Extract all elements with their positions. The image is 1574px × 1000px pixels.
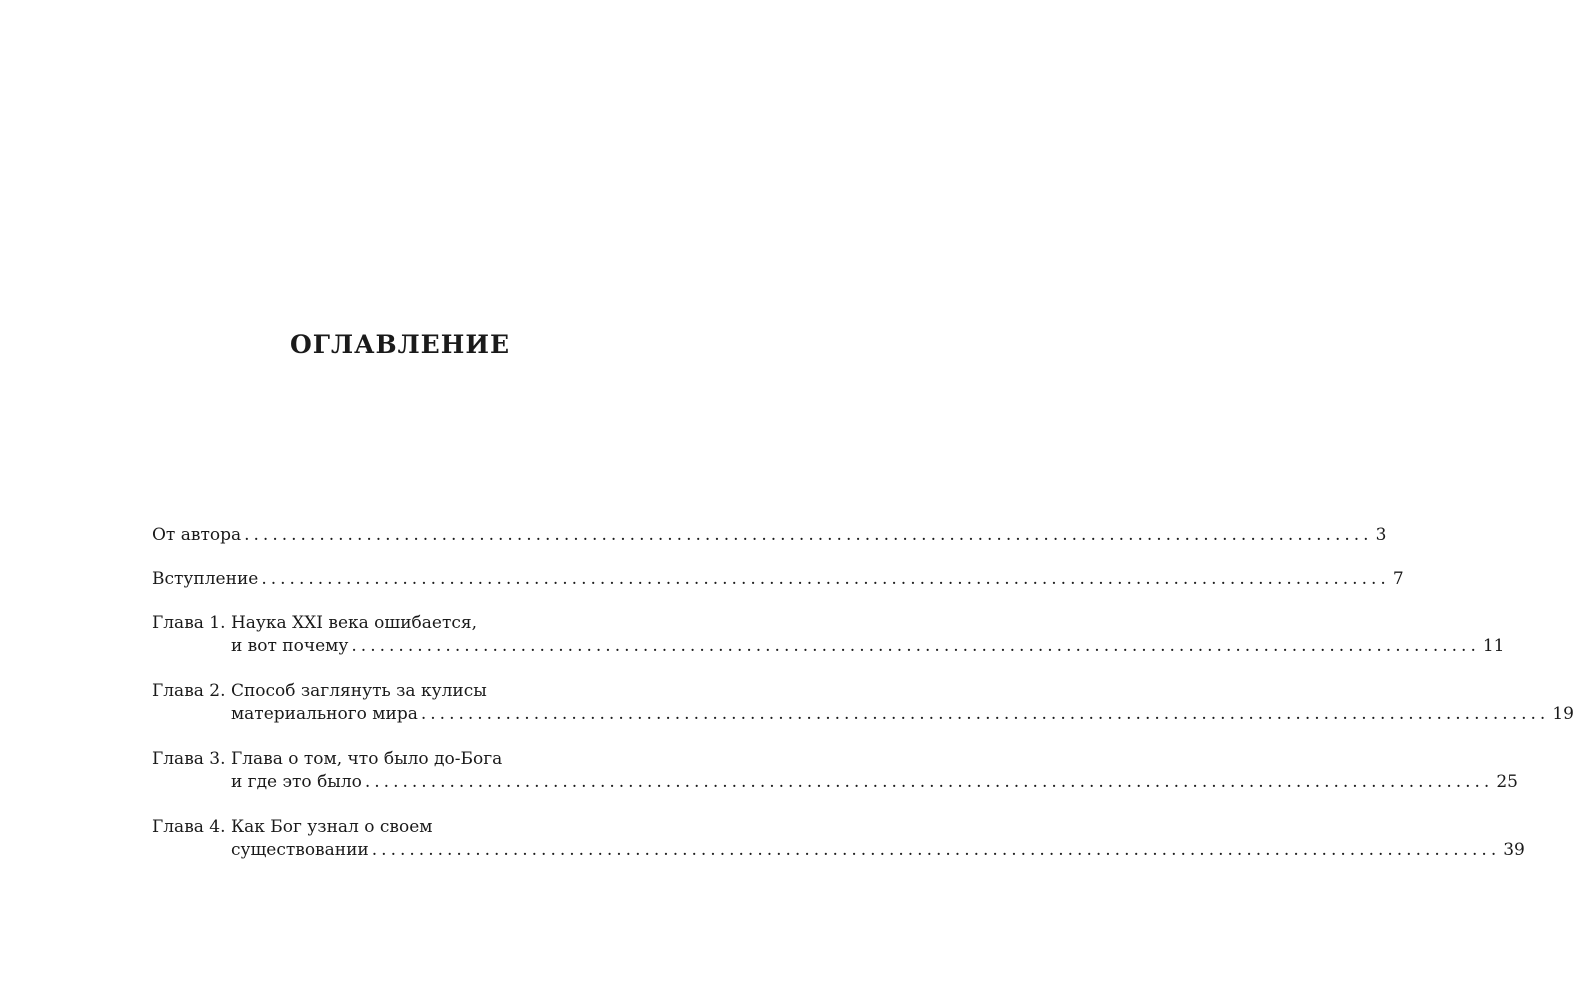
toc-entry-title: и вот почему — [230, 636, 349, 656]
toc-entry-title-line: Наука XXI века ошибается, — [230, 613, 478, 633]
leader-dots: ........................................................................................................................ — [261, 569, 1390, 589]
toc-entry-title: и где это было — [230, 772, 362, 792]
toc-entry-page: 3 — [1375, 525, 1387, 545]
leader-dots: ........................................................................................................................ — [244, 525, 1373, 545]
toc-entry-title-line: Глава о том, что было до-Бога — [230, 749, 503, 769]
toc-entry-label: Глава 1. — [152, 613, 231, 633]
page-title: ОГЛАВЛЕНИЕ — [289, 330, 511, 359]
toc-entry-page: 11 — [1482, 636, 1505, 656]
toc-entry-chapter-4 — [152, 816, 1525, 862]
toc-entry-page: 25 — [1496, 772, 1518, 792]
toc-entry-title: существовании — [230, 840, 369, 860]
toc-entry-title: материального мира — [230, 704, 418, 724]
leader-dots: ........................................................................................................................ — [364, 772, 1494, 792]
toc-entry-label: Глава 2. — [152, 681, 231, 701]
toc-entry-title: От автора — [152, 525, 242, 545]
toc-entry-from-author — [152, 524, 1387, 547]
toc-entry-introduction — [152, 568, 1404, 591]
toc-entry-page: 7 — [1392, 569, 1404, 589]
toc-entry-title-line: Как Бог узнал о своем — [230, 817, 433, 837]
toc-entry-chapter-3 — [152, 748, 1518, 794]
toc-entry-chapter-1 — [152, 612, 1505, 658]
toc-entry-title: Вступление — [152, 569, 259, 589]
leader-dots: ........................................................................................................................ — [420, 704, 1550, 724]
toc-entry-title-line: Способ заглянуть за кулисы — [230, 681, 487, 701]
leader-dots: ........................................................................................................................ — [351, 636, 1480, 656]
toc-entry-chapter-2 — [152, 680, 1574, 726]
toc-entry-page: 19 — [1552, 704, 1574, 724]
toc-entry-label: Глава 3. — [152, 749, 231, 769]
toc-entry-page: 39 — [1503, 840, 1525, 860]
table-of-contents — [152, 524, 1574, 884]
toc-entry-label: Глава 4. — [152, 817, 231, 837]
leader-dots: ........................................................................................................................ — [371, 840, 1501, 860]
